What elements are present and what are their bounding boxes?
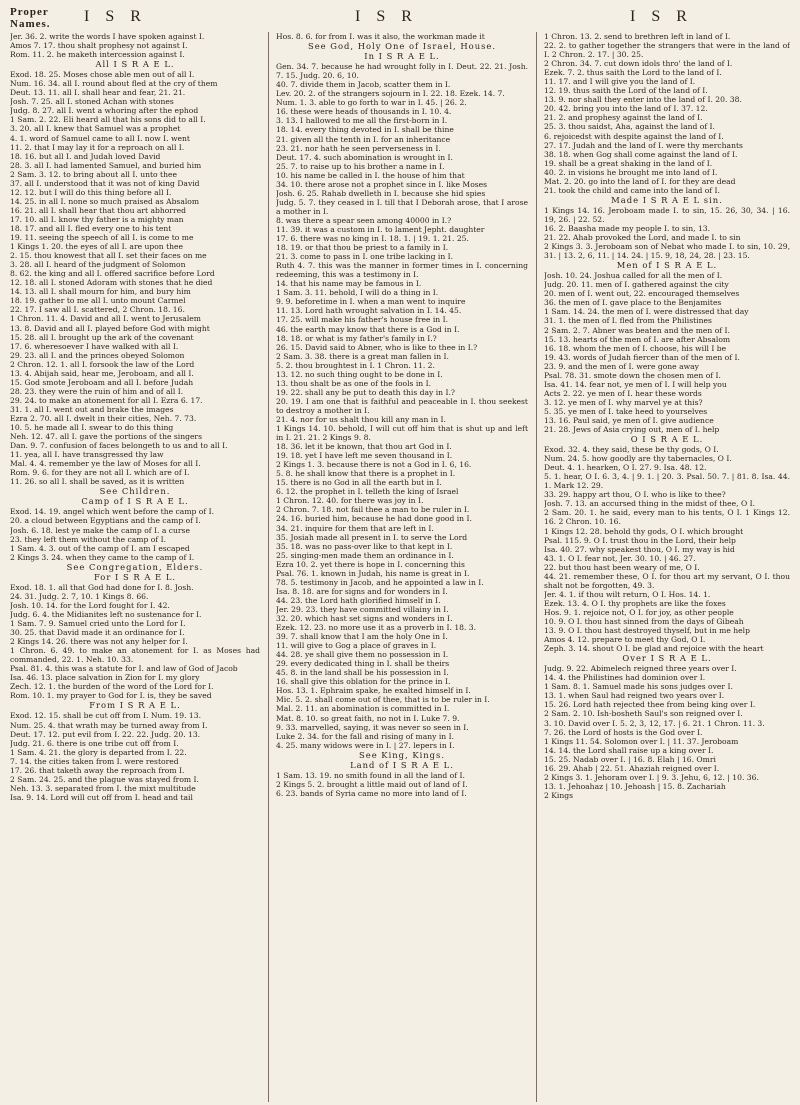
concordance-entry: 16. shall give this oblation for the prince in I. [276, 677, 451, 687]
concordance-entry: 3. 20. all I. knew that Samuel was a prophet [10, 124, 181, 134]
concordance-entry: 12. 18. all I. stoned Adoram with stones that he died [10, 278, 213, 288]
concordance-entry: 20. a cloud between Egyptians and the camp of I. [10, 516, 201, 526]
concordance-entry: 27. 17. Judah and the land of I. were thy merchants [544, 140, 743, 150]
concordance-entry: 15. there is no God in all the earth but in I. [276, 478, 442, 488]
concordance-entry: 2. 15. thou knowest that all I. set their faces on me [10, 251, 207, 261]
section-heading: See Congregation, Elders. [66, 561, 204, 572]
concordance-entry: Judg. 5. 7. they ceased in I. till that I Deborah arose, that I arose a mother in I. [276, 197, 528, 216]
concordance-entry: 32. 20. which hast set signs and wonders in I. [276, 614, 453, 623]
concordance-entry: Num. 16. 34. all I. round about fled at the cry of them [10, 79, 218, 89]
concordance-entry: 19. 18. yet I have left me seven thousand in I. [276, 451, 453, 461]
concordance-entry: Josh. 10. 14. for the Lord fought for I. 42. [10, 600, 170, 610]
section-heading: Land of I S R A E L. [350, 759, 454, 770]
concordance-entry: Isa. 41. 14. fear not, ye men of I. I will help you [544, 379, 727, 389]
concordance-entry: 18. 19. or that thou be priest to a family in I. [276, 243, 449, 253]
concordance-entry: 17. 25. will make his father's house free in I. [276, 315, 448, 325]
concordance-entry: 34. 21. inquire for them that are left in I. [276, 523, 434, 533]
concordance-entry: 25. singing-men made them an ordinance in I. [276, 550, 454, 560]
column-divider [536, 32, 537, 1102]
concordance-entry: 24. 16. buried him, because he had done good in I. [276, 514, 472, 524]
concordance-entry: 16. these were heads of thousands in I. 10. 4. [276, 107, 452, 117]
concordance-entry: 18. 17. and all I. fled every one to his tent [10, 223, 172, 233]
concordance-entry: 20. 42. bring you into the land of I. 37. 12. [544, 104, 708, 114]
concordance-entry: Hos. 8. 6. for from I. was it also, the workman made it [276, 32, 485, 41]
running-head-names: Names. [10, 18, 51, 30]
concordance-entry: Mat. 2. 20. go into the land of I. for they are dead [544, 176, 736, 186]
concordance-entry: 40. 7. divide them in Jacob, scatter them in I. [276, 80, 451, 90]
concordance-entry: Deut. 17. 12. put evil from I. 22. 22. Judg. 20. 13. [10, 729, 201, 739]
concordance-entry: 17. 26. that taketh away the reproach from I. [10, 765, 185, 775]
concordance-entry: 19. 11. seeing the speech of all I. is come to me [10, 233, 194, 243]
concordance-entry: 21. 28. Jews of Asia crying out, men of I. help [544, 425, 720, 435]
concordance-entry: Exod. 14. 19. angel which went before the camp of I. [10, 507, 215, 517]
concordance-entry: 2 Kings 5. 2. brought a little maid out of land of I. [276, 779, 468, 789]
concordance-entry: 3. 28. all I. heard of the judgment of Solomon [10, 260, 186, 270]
concordance-entry: Num. 1. 3. able to go forth to war in I. 45. | 26. 2. [276, 98, 467, 108]
concordance-entry: Exod. 18. 1. all that God had done for I. 8. Josh. [10, 582, 194, 592]
concordance-entry: 3. 12. ye men of I. why marvel ye at this? [544, 397, 703, 407]
concordance-entry: 1 Kings 1. 20. the eyes of all I. are upon thee [10, 242, 184, 252]
concordance-entry: 21. 4. nor for us shalt thou kill any man in I. [276, 414, 446, 424]
concordance-entry: 2 Sam. 24. 25. and the plague was stayed from I. [10, 774, 199, 784]
concordance-entry: 20. 19. I am one that is faithful and peaceable in I. thou seekest to destroy a mother in I. [276, 396, 528, 415]
concordance-entry: Jer. 4. 1. if thou wilt return, O I. Hos. 14. 1. [544, 589, 711, 599]
concordance-entry: 23. 9. and the men of I. were gone away [544, 361, 699, 371]
concordance-entry: 44. 23. the Lord hath glorified himself in I. [276, 595, 441, 605]
concordance-entry: 1 Sam. 2. 22. Eli heard all that his sons did to all I. [10, 115, 206, 125]
concordance-entry: 4. 25. many widows were in I. | 27. lepers in I. [276, 740, 455, 750]
concordance-entry: 2 Sam. 2. 10. Ish-bosheth Saul's son reigned over I. [544, 709, 743, 719]
concordance-entry: 22. but thou hast been weary of me, O I. [544, 562, 700, 572]
concordance-entry: Judg. 6. 4. the Midianites left no sustenance for I. [10, 609, 202, 619]
concordance-entry: 17. 6. there was no king in I. 18. 1. | 19. 1. 21. 25. [276, 234, 469, 244]
concordance-entry: Isa. 40. 27. why speakest thou, O I. my way is hid [544, 544, 735, 554]
concordance-entry: 18. 16. but all I. and Judah loved David [10, 151, 161, 161]
concordance-entry: Dan. 9. 7. confusion of faces belongeth to us and to all I. [10, 441, 228, 451]
concordance-entry: Psal. 115. 9. O I. trust thou in the Lord, their help [544, 535, 736, 545]
concordance-entry: 5. 8. he shall know that there is a prophet in I. [276, 469, 456, 479]
concordance-entry: Deut. 4. 1. hearken, O I. 27. 9. Isa. 48. 12. [544, 463, 707, 473]
concordance-entry: 46. the earth may know that there is a God in I. [276, 324, 460, 334]
section-heading: For I S R A E L. [93, 571, 177, 582]
concordance-entry: Gen. 34. 7. because he had wrought folly in I. Deut. 22. 21. Josh. 7. 15. Judg. 20. 6, 10. [276, 62, 528, 81]
concordance-entry: Deut. 13. 11. all I. shall hear and fear, 21. 21. [10, 88, 186, 98]
concordance-entry: 13. 9. nor shall they enter into the land of I. 20. 38. [544, 95, 742, 105]
concordance-entry: Judg. 20. 11. men of I. gathered against the city [544, 280, 729, 290]
concordance-entry: 43. 1. O I. fear not, Jer. 30. 10. | 46. 27. [544, 553, 696, 563]
section-heading: O I S R A E L. [630, 434, 704, 445]
concordance-entry: 15. 13. hearts of the men of I. are after Absalom [544, 334, 731, 344]
concordance-entry: 13. 1. Jehoahaz | 10. Jehoash | 15. 8. Zachariah [544, 781, 726, 791]
concordance-entry: 2 Kings 1. 3. because there is not a God in I. 6, 16. [276, 460, 472, 470]
page-header [10, 6, 790, 32]
concordance-entry: Mic. 5. 2. shall come out of thee, that is to be ruler in I. [276, 695, 490, 705]
concordance-entry: Ezra 2. 70. all I. dwelt in their cities, Neh. 7. 73. [10, 413, 197, 423]
concordance-entry: Psal. 76. 1. known in Judah, his name is great in I. [276, 568, 470, 578]
concordance-entry: 25. 7. to raise up to his brother a name in I. [276, 161, 445, 171]
concordance-entry: 1 Kings 12. 28. behold thy gods, O I. which brought [544, 526, 744, 536]
concordance-entry: Josh. 6. 25. Rahab dwelleth in I. because she hid spies [276, 188, 486, 198]
concordance-entry: 20. men of I. went out, 22. encouraged themselves [544, 289, 740, 299]
concordance-entry: 11. 17. and I will give you the land of I. [544, 77, 696, 87]
concordance-entry: 3. 10. David over I. 5. 2, 3, 12, 17. | 6. 21. 1 Chron. 11. 3. [544, 718, 765, 728]
guide-word-left: I S R [84, 8, 147, 25]
section-heading: See King, Kings. [359, 749, 445, 760]
concordance-entry: 6. rejoicedst with despite against the land of I. [544, 131, 724, 141]
concordance-entry: Rom. 11. 2. he maketh intercession against I. [10, 50, 185, 60]
concordance-entry: 28. 3. all I. had lamented Samuel, and buried him [10, 160, 202, 170]
concordance-entry: 10. his name be called in I. the house of him that [276, 170, 465, 180]
concordance-entry: 24. 31. Judg. 2. 7, 10. 1 Kings 8. 66. [10, 591, 149, 601]
concordance-entry: 29. every dedicated thing in I. shall be theirs [276, 659, 450, 669]
concordance-entry: 11. 13. Lord hath wrought salvation in I. 14. 45. [276, 306, 462, 316]
concordance-entry: Neh. 13. 3. separated from I. the mixt multitude [10, 783, 196, 793]
concordance-entry: 19. shall be a great shaking in the land of I. [544, 158, 713, 168]
concordance-entry: 11. 26. so all I. shall be saved, as it is written [10, 477, 185, 487]
concordance-entry: Josh. 7. 25. all I. stoned Achan with stones [10, 97, 174, 107]
concordance-entry: 1 Chron. 6. 49. to make an atonement for I. as Moses had commanded, 22. 1. Neh. 10. 33. [10, 646, 260, 665]
concordance-entry: Neh. 12. 47. all I. gave the portions of the singers [10, 432, 202, 442]
concordance-entry: 37. all I. understood that it was not of king David [10, 178, 200, 188]
concordance-entry: 13. 9. O I. thou hast destroyed thyself, but in me help [544, 626, 750, 636]
concordance-entry: Amos 7. 17. thou shalt prophesy not against I. [10, 41, 188, 51]
concordance-entry: 13. 4. Abijah said, hear me, Jeroboam, and all I. [10, 368, 194, 378]
concordance-entry: 45. 8. in the land shall be his possession in I. [276, 668, 449, 678]
concordance-entry: 44. 28. ye shall give them no possession in I. [276, 650, 449, 660]
concordance-entry: 16. 21. all I. shall hear that thou art abhorred [10, 205, 186, 215]
concordance-entry: 1 Sam. 4. 3. out of the camp of I. am I escaped [10, 543, 190, 553]
concordance-entry: 8. 62. the king and all I. offered sacrifice before Lord [10, 269, 215, 279]
concordance-entry: 1 Chron. 13. 2. send to brethren left in land of I. [544, 32, 731, 41]
concordance-entry: 26. 15. David said to Abner, who is like to thee in I.? [276, 342, 478, 352]
column-divider [268, 32, 269, 1102]
section-heading: Men of I S R A E L. [616, 260, 718, 271]
concordance-entry: 2 Kings [544, 790, 573, 800]
concordance-entry: Jer. 29. 23. they have committed villainy in I. [276, 604, 449, 614]
concordance-entry: Exod. 12. 15. shall be cut off from I. Num. 19. 13. [10, 711, 201, 721]
concordance-entry: 5. 1. hear, O I. 6. 3, 4. | 9. 1. | 20. 3. Psal. 50. 7. | 81. 8. Isa. 44. 1. Mark 12. 29. [544, 472, 790, 491]
concordance-entry: 11. 2. that I may lay it for a reproach on all I. [10, 142, 185, 152]
concordance-entry: 23. 21. nor hath he seen perverseness in I. [276, 143, 441, 153]
concordance-entry: Psal. 81. 4. this was a statute for I. and law of God of Jacob [10, 664, 238, 674]
concordance-entry: Ezek. 13. 4. O I. thy prophets are like the foxes [544, 598, 726, 608]
concordance-entry: 78. 5. testimony in Jacob, and he appointed a law in I. [276, 577, 484, 587]
concordance-entry: 15. 26. Lord hath rejected thee from being king over I. [544, 700, 756, 710]
concordance-entry: 2 Sam. 3. 12. to bring about all I. unto thee [10, 169, 177, 179]
section-heading: Over I S R A E L. [622, 653, 712, 664]
concordance-entry: 6. 12. the prophet in I. telleth the king of Israel [276, 487, 459, 497]
concordance-entry: Deut. 17. 4. such abomination is wrought in I. [276, 152, 453, 162]
concordance-entry: 25. 3. thou saidst, Aha, against the land of I. [544, 122, 715, 132]
section-heading: See God, Holy One of Israel, House. [307, 41, 497, 52]
concordance-entry: 21. took the child and came into the land of I. [544, 185, 720, 195]
concordance-entry: Josh. 10. 24. Joshua called for all the men of I. [544, 271, 723, 281]
concordance-entry: Josh. 7. 13. an accursed thing in the midst of thee, O I. [544, 499, 756, 509]
concordance-entry: Hos. 13. 1. Ephraim spake, he exalted himself in I. [276, 686, 471, 696]
concordance-entry: 5. 35. ye men of I. take heed to yourselves [544, 406, 708, 416]
concordance-entry: 1 Kings 14. 10. behold, I will cut off him that is shut up and left in I. 21. 21. 2 Kings 9. 8. [276, 424, 528, 443]
concordance-entry: Mal. 4. 4. remember ye the law of Moses for all I. [10, 459, 201, 469]
concordance-entry: Isa. 46. 13. place salvation in Zion for I. my glory [10, 673, 200, 683]
concordance-entry: Luke 2. 34. for the fall and rising of many in I. [276, 731, 454, 741]
concordance-entry: 16. 18. whom the men of I. choose, his will I be [544, 343, 727, 353]
concordance-entry: 13. thou shalt be as one of the fools in I. [276, 378, 431, 388]
concordance-entry: 33. 29. happy art thou, O I. who is like to thee? [544, 490, 726, 500]
concordance-entry: 3. 13. I hallowed to me all the first-born in I. [276, 116, 448, 126]
concordance-entry: 21. 2. and prophesy against the land of I. [544, 113, 703, 123]
concordance-entry: Mal. 2. 11. an abomination is committed in I. [276, 704, 450, 714]
concordance-entry: 16. 29. Ahab | 22. 51. Ahaziah reigned over I. [544, 763, 720, 773]
concordance-entry: 6. 23. bands of Syria came no more into land of I. [276, 788, 467, 798]
concordance-entry: 35. 18. was no pass-over like to that kept in I. [276, 541, 453, 551]
concordance-entry: 2 Sam. 20. 1. he said, every man to his tents, O I. 1 Kings 12. 16. 2 Chron. 10. 16. [544, 508, 790, 527]
concordance-entry: 14. 14. the Lord shall raise up a king over I. [544, 745, 714, 755]
concordance-entry: Amos 4. 12. prepare to meet thy God, O I. [544, 635, 706, 645]
concordance-entry: 40. 2. in visions he brought me into land of I. [544, 167, 718, 177]
concordance-entry: 4. 1. word of Samuel came to all I. now I. went [10, 133, 190, 143]
concordance-entry: Judg. 9. 22. Abimelech reigned three years over I. [544, 664, 737, 674]
concordance-entry: 34. 10. there arose not a prophet since in I. like Moses [276, 179, 488, 189]
concordance-entry: 21. 3. come to pass in I. one tribe lacking in I. [276, 252, 454, 262]
concordance-entry: 1 Kings 14. 16. Jeroboam made I. to sin, 15. 26, 30, 34. | 16. 19, 26. | 22. 52. [544, 205, 790, 224]
concordance-entry: Rom. 9. 6. for they are not all I. which are of I. [10, 468, 190, 478]
concordance-entry: 2 Sam. 3. 38. there is a great man fallen in I. [276, 351, 449, 361]
concordance-entry: Isa. 8. 18. are for signs and for wonders in I. [276, 586, 448, 596]
section-heading: See Children. [99, 486, 171, 497]
concordance-entry: 18. 19. gather to me all I. unto mount Carmel [10, 296, 186, 306]
section-heading: In I S R A E L. [364, 51, 440, 62]
concordance-entry: 19. 22. shall any be put to death this day in I.? [276, 387, 455, 397]
concordance-entry: Judg. 8. 27. all I. went a whoring after the ephod [10, 106, 199, 116]
concordance-entry: 38. 18. when Gog shall come against the land of I. [544, 149, 738, 159]
concordance-entry: 1 Sam. 14. 24. the men of I. were distressed that day [544, 307, 749, 317]
concordance-entry: Zeph. 3. 14. shout O I. be glad and rejoice with the heart [544, 644, 764, 654]
concordance-entry: 39. 7. shall know that I am the holy One in I. [276, 632, 448, 642]
concordance-entry: 11. yea, all I. have transgressed thy law [10, 450, 164, 460]
concordance-entry: Ruth 4. 7. this was the manner in former times in I. concerning redeeming, this was a testimony in I. [276, 261, 528, 280]
concordance-entry: 10. 5. he made all I. swear to do this thing [10, 423, 174, 433]
concordance-entry: 15. God smote Jeroboam and all I. before Judah [10, 377, 194, 387]
concordance-entry: Isa. 9. 14. Lord will cut off from I. head and tail [10, 792, 193, 802]
concordance-entry: Psal. 78. 31. smote down the chosen men of I. [544, 370, 721, 380]
concordance-entry: 31. 1. the men of I. fled from the Philistines [544, 316, 712, 326]
concordance-entry: 14. 13. all I. shall mourn for him, and bury him [10, 287, 191, 297]
concordance-entry: 35. Josiah made all present in I. to serve the Lord [276, 532, 468, 542]
concordance-entry: 1 Sam. 8. 1. Samuel made his sons judges over I. [544, 682, 733, 692]
section-heading: From I S R A E L. [89, 700, 181, 711]
concordance-entry: Acts 2. 22. ye men of I. hear these words [544, 388, 702, 398]
concordance-entry: 15. 28. all I. brought up the ark of the covenant [10, 332, 194, 342]
concordance-entry: Exod. 18. 25. Moses chose able men out of all I. [10, 70, 195, 80]
concordance-entry: 13. 1. when Saul had reigned two years over I. [544, 691, 725, 701]
concordance-entry: 1 Sam. 3. 11. behold, I will do a thing in I. [276, 288, 439, 298]
concordance-entry: 2 Chron. 12. 1. all I. forsook the law of the Lord [10, 359, 195, 369]
running-head-proper: Proper [10, 6, 49, 18]
concordance-entry: 1 Chron. 12. 40. for there was joy in I. [276, 496, 424, 506]
concordance-entry: 44. 21. remember these, O I. for thou art my servant, O I. thou shalt not be forgotten, 49. 3. [544, 571, 790, 590]
concordance-entry: Ezek. 12. 23. no more use it as a proverb in I. 18. 3. [276, 623, 477, 633]
concordance-entry: Mat. 8. 10. so great faith, no not in I. Luke 7. 9. [276, 713, 460, 723]
concordance-entry: 15. 25. Nadab over I. | 16. 8. Elah | 16. Omri [544, 754, 716, 764]
concordance-entry: Num. 24. 5. how goodly are thy tabernacles, O I. [544, 454, 732, 464]
concordance-entry: 14. 4. the Philistines had dominion over I. [544, 673, 706, 683]
concordance-entry: 2 Chron. 7. 18. not fail thee a man to be ruler in I. [276, 505, 470, 515]
concordance-entry: Judg. 21. 6. there is one tribe cut off from I. [10, 738, 179, 748]
column-left [10, 32, 260, 1102]
concordance-entry: Rom. 10. 1. my prayer to God for I. is, they be saved [10, 691, 212, 701]
concordance-entry: 1 Sam. 7. 9. Samuel cried unto the Lord for I. [10, 619, 186, 628]
concordance-entry: Zech. 12. 1. the burden of the word of the Lord for I. [10, 682, 214, 692]
concordance-entry: 21. 22. Ahab provoked the Lord, and made I. to sin [544, 233, 741, 243]
concordance-entry: 1 Sam. 13. 19. no smith found in all the land of I. [276, 770, 465, 780]
concordance-entry: 9. 9. beforetime in I. when a man went to inquire [276, 297, 466, 307]
concordance-entry: 18. 18. or what is my father's family in I.? [276, 333, 437, 343]
concordance-entry: 28. 23. they were the ruin of him and of all I. [10, 386, 184, 396]
concordance-entry: 9. 33. marvelled, saying, it was never so seen in I. [276, 722, 469, 732]
concordance-entry: 11. will give to Gog a place of graves in I. [276, 641, 437, 651]
concordance-entry: 5. 2. thou broughtest in I. 1 Chron. 11. 2. [276, 360, 435, 370]
concordance-entry: Ezra 10. 2. yet there is hope in I. concerning this [276, 559, 465, 569]
concordance-entry: Ezek. 7. 2. thus saith the Lord to the land of I. [544, 68, 722, 78]
concordance-entry: Jer. 36. 2. write the words I have spoken against I. [10, 32, 205, 41]
concordance-entry: 2 Kings 3. 1. Jehoram over I. | 9. 3. Jehu, 6, 12. | 10. 36. [544, 772, 759, 782]
concordance-entry: Lev. 20. 2. of the strangers sojourn in I. 22. 18. Ezek. 14. 7. [276, 89, 505, 99]
concordance-entry: Josh. 6. 18. lest ye make the camp of I. a curse [10, 525, 190, 535]
guide-word-middle: I S R [355, 8, 418, 25]
concordance-entry: 2 Kings 3. 24. when they came to the camp of I. [10, 552, 195, 562]
concordance-entry: 17. 10. all I. know thy father is a mighty man [10, 214, 184, 224]
concordance-entry: Exod. 32. 4. they said, these be thy gods, O I. [544, 445, 719, 455]
concordance-entry: Num. 25. 4. that wrath may be turned away from I. [10, 720, 208, 730]
concordance-entry: 30. 25. that David made it an ordinance for I. [10, 628, 185, 638]
concordance-entry: 22. 17. I saw all I. scattered, 2 Chron. 18. 16. [10, 305, 185, 315]
concordance-entry: 1 Sam. 4. 21. the glory is departed from I. 22. [10, 747, 187, 757]
concordance-entry: 18. 14. every thing devoted in I. shall be thine [276, 125, 454, 135]
concordance-columns [10, 32, 790, 1102]
concordance-entry: 13. 8. David and all I. played before God with might [10, 323, 210, 333]
concordance-entry: 12. 12. but I will do this thing before all I. [10, 187, 172, 197]
concordance-entry: 11. 39. it was a custom in I. to lament Jepht. daughter [276, 224, 485, 234]
concordance-entry: 22. 2. to gather together the strangers that were in the land of I. 2 Chron. 2. 17. | 30. 25. [544, 41, 790, 60]
concordance-entry: 29. 24. to make an atonement for all I. Ezra 6. 17. [10, 395, 203, 405]
column-right [544, 32, 790, 1102]
concordance-entry: 19. 43. words of Judah fiercer than of the men of I. [544, 352, 740, 362]
concordance-entry: 29. 23. all I. and the princes obeyed Solomon [10, 350, 185, 360]
concordance-entry: 23. they left them without the camp of I. [10, 534, 166, 544]
concordance-entry: 1 Chron. 11. 4. David and all I. went to Jerusalem [10, 314, 201, 324]
concordance-entry: 1 Kings 11. 54. Solomon over I. | 11. 37. Jeroboam [544, 736, 739, 746]
running-head-section [10, 6, 51, 30]
concordance-entry: 14. that his name may be famous in I. [276, 279, 422, 289]
concordance-entry: 16. 2. Baasha made my people I. to sin, 13. [544, 223, 711, 233]
concordance-entry: 10. 9. O I. thou hast sinned from the days of Gibeah [544, 617, 744, 626]
concordance-entry: 14. 25. in all I. none so much praised as Absalom [10, 196, 200, 206]
concordance-entry: 36. the men of I. gave place to the Benjamites [544, 298, 722, 308]
concordance-entry: 2 Kings 14. 26. there was not any helper for I. [10, 637, 188, 647]
concordance-entry: 2 Sam. 2. 7. Abner was beaten and the men of I. [544, 325, 730, 335]
concordance-entry: 12. 19. thus saith the Lord of the land of I. [544, 86, 708, 96]
section-heading: Made I S R A E L sin. [611, 194, 723, 205]
concordance-entry: Hos. 9. 1. rejoice not, O I. for joy, as other people [544, 607, 734, 617]
section-heading: All I S R A E L. [95, 59, 175, 70]
concordance-entry: 31. 1. all I. went out and brake the images [10, 404, 174, 414]
concordance-entry: 21. given all the tenth in I. for an inheritance [276, 134, 451, 144]
concordance-entry: 13. 16. Paul said, ye men of I. give audience [544, 415, 714, 425]
section-heading: Camp of I S R A E L. [81, 496, 189, 507]
concordance-entry: 2 Kings 3. 3. Jeroboam son of Nebat who made I. to sin, 10. 29, 31. | 13. 2, 6, 11. | 14. 24. | 15. 9, 18, 24, 28. | 23. 15. [544, 242, 790, 261]
column-middle [276, 32, 528, 1102]
concordance-entry: 7. 14. the cities taken from I. were restored [10, 756, 179, 766]
concordance-entry: 17. 6. wheresoever I have walked with all I. [10, 341, 179, 351]
guide-word-right: I S R [630, 8, 693, 25]
concordance-entry: 2 Chron. 34. 7. cut down idols thro' the land of I. [544, 59, 733, 69]
concordance-entry: 18. 36. let it be known, that thou art God in I. [276, 442, 452, 452]
concordance-entry: 8. was there a spear seen among 40000 in I.? [276, 215, 452, 225]
concordance-entry: 13. 12. no such thing ought to be done in I. [276, 369, 443, 379]
concordance-entry: 7. 26. the Lord of hosts is the God over I. [544, 727, 703, 737]
